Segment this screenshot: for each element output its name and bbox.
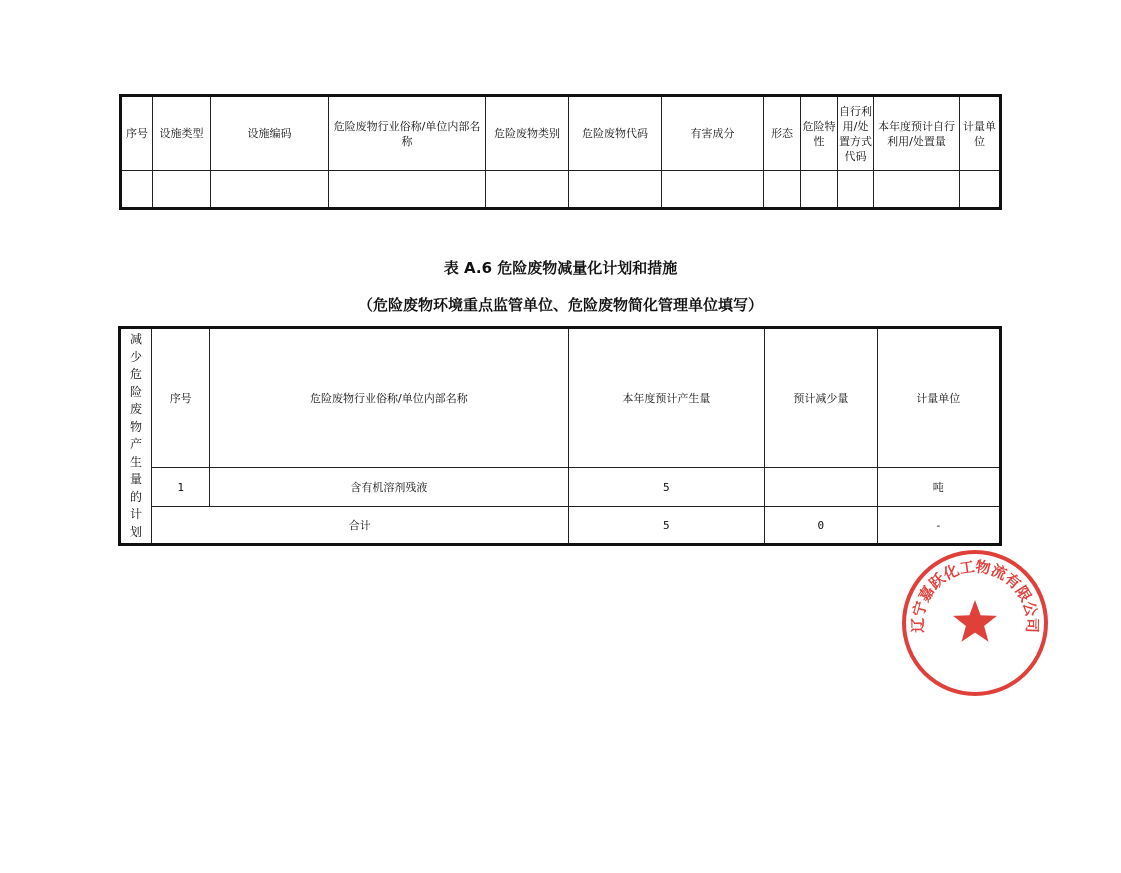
table-cell bbox=[153, 171, 211, 209]
total-label: 合计 bbox=[152, 507, 568, 545]
col-header-facility-type: 设施类型 bbox=[153, 96, 211, 171]
table-cell bbox=[838, 171, 874, 209]
col-header-disposal-code: 自行利用/处置方式代码 bbox=[838, 96, 874, 171]
seal-text: 辽宁嘉跃化工物流有限公司 bbox=[908, 557, 1042, 634]
side-label bbox=[120, 328, 152, 545]
total-row bbox=[120, 507, 1001, 545]
total-reduction: 0 bbox=[765, 507, 877, 545]
table-title: 表 A.6 危险废物减量化计划和措施 bbox=[443, 259, 678, 277]
col-header-unit: 计量单位 bbox=[877, 328, 1000, 468]
col-header-facility-code: 设施编码 bbox=[211, 96, 329, 171]
col-header-waste-category: 危险废物类别 bbox=[486, 96, 569, 171]
table-cell bbox=[764, 171, 801, 209]
table-row bbox=[121, 171, 1001, 209]
table-cell bbox=[960, 171, 1001, 209]
col-header-unit: 计量单位 bbox=[960, 96, 1001, 171]
table-cell bbox=[662, 171, 764, 209]
row-reduction bbox=[765, 468, 877, 507]
table-cell bbox=[121, 171, 153, 209]
table-cell bbox=[874, 171, 960, 209]
company-seal bbox=[900, 548, 1050, 698]
table-cell bbox=[801, 171, 838, 209]
col-header-seq: 序号 bbox=[121, 96, 153, 171]
reduction-plan-table bbox=[118, 326, 1002, 546]
row-waste-name: 含有机溶剂残液 bbox=[210, 468, 568, 507]
col-header-hazard: 危险特性 bbox=[801, 96, 838, 171]
table-cell bbox=[569, 171, 662, 209]
col-header-seq: 序号 bbox=[152, 328, 210, 468]
col-header-waste-name: 危险废物行业俗称/单位内部名称 bbox=[210, 328, 568, 468]
col-header-waste-code: 危险废物代码 bbox=[569, 96, 662, 171]
col-header-form: 形态 bbox=[764, 96, 801, 171]
col-header-planned-output: 本年度预计产生量 bbox=[568, 328, 765, 468]
seal-star-icon bbox=[953, 600, 997, 642]
side-label-text: 减少危险废物产生量的计划 bbox=[130, 332, 143, 539]
table-subtitle: （危险废物环境重点监管单位、危险废物简化管理单位填写） bbox=[357, 296, 763, 314]
row-unit: 吨 bbox=[877, 468, 1000, 507]
col-header-harmful-component: 有害成分 bbox=[662, 96, 764, 171]
table-row bbox=[120, 468, 1001, 507]
total-unit: - bbox=[877, 507, 1000, 545]
col-header-waste-name: 危险废物行业俗称/单位内部名称 bbox=[329, 96, 486, 171]
row-amount: 5 bbox=[568, 468, 765, 507]
total-amount: 5 bbox=[568, 507, 765, 545]
table-cell bbox=[486, 171, 569, 209]
facility-table bbox=[119, 94, 1002, 210]
row-seq: 1 bbox=[152, 468, 210, 507]
table-cell bbox=[211, 171, 329, 209]
table-cell bbox=[329, 171, 486, 209]
col-header-planned-reduction: 预计减少量 bbox=[765, 328, 877, 468]
col-header-planned-amount: 本年度预计自行利用/处置量 bbox=[874, 96, 960, 171]
